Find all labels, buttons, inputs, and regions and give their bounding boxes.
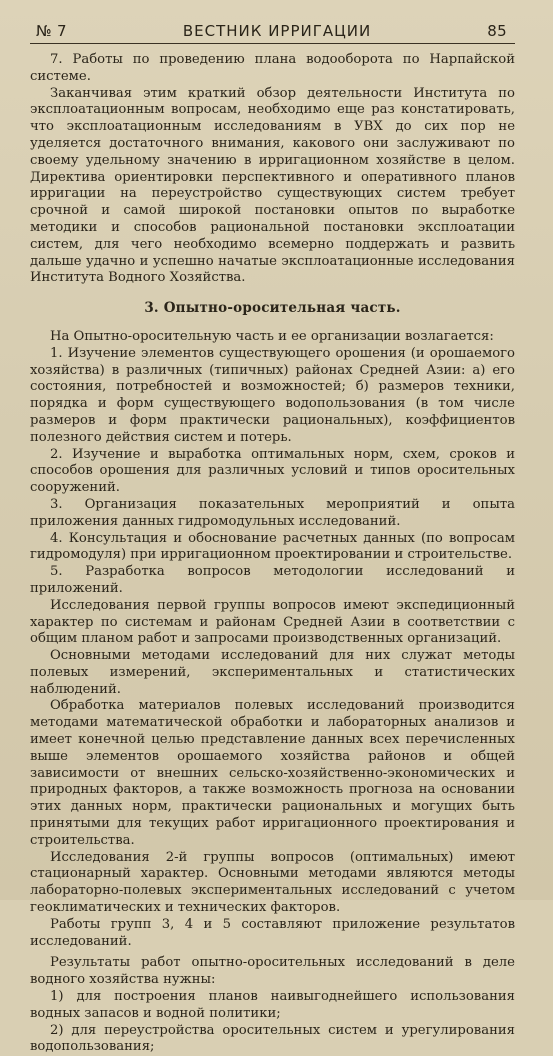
section-intro: На Опытно-оросительную часть и ее организации возлагается: bbox=[50, 328, 494, 344]
page-body bbox=[30, 52, 515, 1056]
page-header bbox=[30, 22, 515, 44]
page-number: 85 bbox=[487, 22, 507, 40]
section-heading: 3. Опытно-оросительная часть. bbox=[144, 300, 401, 317]
task-3: 3. Организация показательных мероприятий и опыта приложения данных гидромодульных исследований. bbox=[30, 496, 515, 529]
task-1: 1. Изучение элементов существующего орошения (и орошаемого хозяйства) в различных (типичных) районах Средней Азии: а) его состояния, потребностей и возможностей; б) размеров техники, порядка и форм существующего водопользования (в том числе размеров и форм практически рациональных), коэффициентов полезного действия систем и потерь. bbox=[30, 345, 515, 445]
conclusion-paragraph: Заканчивая этим краткий обзор деятельности Института по эксплоатационным вопросам, необходимо еще раз констатировать, что эксплоатационным исследованиям в УВХ до сих пор не уделяется достаточного внимания, какового они заслуживают по своему удельному значению в ирригационном хозяйстве в целом. Директива ориентировки перспективного и оперативного планов ирригации на переустройство существующих систем требует срочной и самой широкой постановки опытов по выработке методики и способов рациональной постановки эксплоатации систем, для чего необходимо всемерно поддержать и развить дальше удачно и успешно начатые эксплоатационные исследования Института Водного Хозяйства. bbox=[30, 85, 515, 286]
paragraph-methods: Основными методами исследований для них служат методы полевых измерений, экспериментальных и статистических наблюдений. bbox=[30, 648, 515, 697]
paragraph-groups-3-4-5: Работы групп 3, 4 и 5 составляют приложение результатов исследований. bbox=[30, 916, 515, 949]
item-7: 7. Работы по проведению плана водооборота по Нарпайской системе. bbox=[30, 52, 515, 84]
task-4: 4. Консультация и обоснование расчетных данных (по вопросам гидромодуля) при ирригационном проектировании и строительстве. bbox=[30, 530, 515, 563]
paragraph-results: Результаты работ опытно-оросительных исследований в деле водного хозяйства нужны: bbox=[30, 955, 515, 988]
paragraph-first-group: Исследования первой группы вопросов имеют экспедиционный характер по системам и районам Средней Азии в соответствии с общим планом работ и запросами производственных организаций. bbox=[30, 597, 515, 647]
results-item-2: 2) для переустройства оросительных систем и урегулирования водопользования; bbox=[30, 1022, 515, 1055]
results-item-1: 1) для построения планов наивыгоднейшего использования водных запасов и водной политики; bbox=[30, 989, 515, 1021]
paragraph-processing: Обработка материалов полевых исследований производится методами математической обработки и лабораторных анализов и имеет конечной целью представление данных всех перечисленных выше элементов орошаемого хозяйства районов и общей зависимости от внешних сельско-хозяйственно-экономических и природных факторов, а также возможность прогноза на основании этих данных норм, практически рациональных и могущих быть принятыми для текущих работ ирригационного проектирования и строительства. bbox=[30, 698, 515, 848]
task-5: 5. Разработка вопросов методологии исследований и приложений. bbox=[30, 564, 515, 596]
paragraph-second-group: Исследования 2-й группы вопросов (оптимальных) имеют стационарный характер. Основными методами являются методы лабораторно-полевых экспериментальных исследований с учетом геоклиматических и технических факторов. bbox=[30, 849, 515, 916]
journal-title: ВЕСТНИК ИРРИГАЦИИ bbox=[182, 22, 372, 40]
task-2: 2. Изучение и выработка оптимальных норм, схем, сроков и способов орошения для различных условий и типов оросительных сооружений. bbox=[30, 446, 515, 496]
issue-number: № 7 bbox=[36, 22, 67, 40]
